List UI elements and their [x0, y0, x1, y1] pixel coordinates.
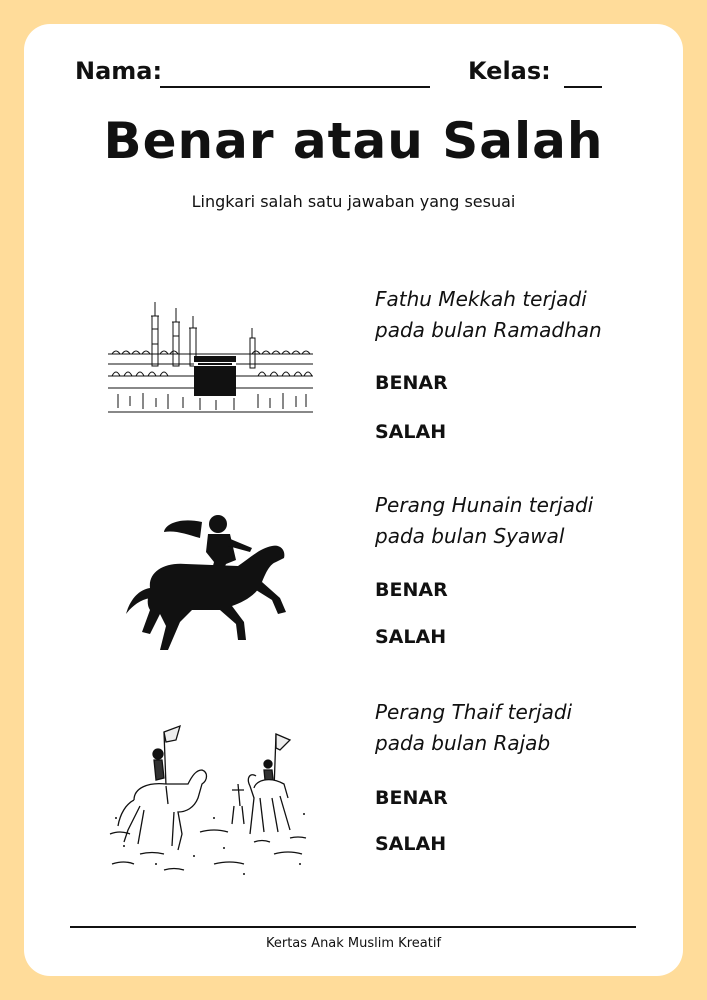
question-3-salah-option[interactable]: SALAH	[375, 833, 447, 855]
question-1-line-1: Fathu Mekkah terjadi	[375, 287, 587, 311]
instruction: Lingkari salah satu jawaban yang sesuai	[191, 192, 516, 211]
question-2	[375, 490, 675, 552]
class-label: Kelas:	[468, 57, 551, 85]
question-1-salah-option[interactable]: SALAH	[375, 421, 447, 443]
question-3-line-2: pada bulan Rajab	[375, 731, 551, 755]
name-label: Nama:	[75, 57, 163, 85]
class-field[interactable]	[564, 86, 602, 88]
question-2-line-2: pada bulan Syawal	[375, 524, 565, 548]
question-3-line-1: Perang Thaif terjadi	[375, 700, 573, 724]
question-2-benar-option[interactable]: BENAR	[375, 579, 448, 601]
question-1-benar-option[interactable]: BENAR	[375, 372, 448, 394]
question-2-line-1: Perang Hunain terjadi	[375, 493, 594, 517]
footer-text: Kertas Anak Muslim Kreatif	[265, 936, 442, 951]
question-3	[375, 697, 675, 759]
question-2-salah-option[interactable]: SALAH	[375, 626, 447, 648]
question-3-benar-option[interactable]: BENAR	[375, 787, 448, 809]
kaaba-illustration	[108, 294, 313, 419]
name-field[interactable]	[160, 86, 430, 88]
worksheet	[24, 24, 683, 976]
page-title: Benar atau Salah	[103, 112, 604, 170]
horse-rider-silhouette	[120, 502, 290, 652]
question-1-line-2: pada bulan Ramadhan	[375, 318, 602, 342]
question-1	[375, 284, 675, 346]
footer-divider	[70, 926, 636, 928]
horsemen-with-flags	[104, 714, 314, 884]
